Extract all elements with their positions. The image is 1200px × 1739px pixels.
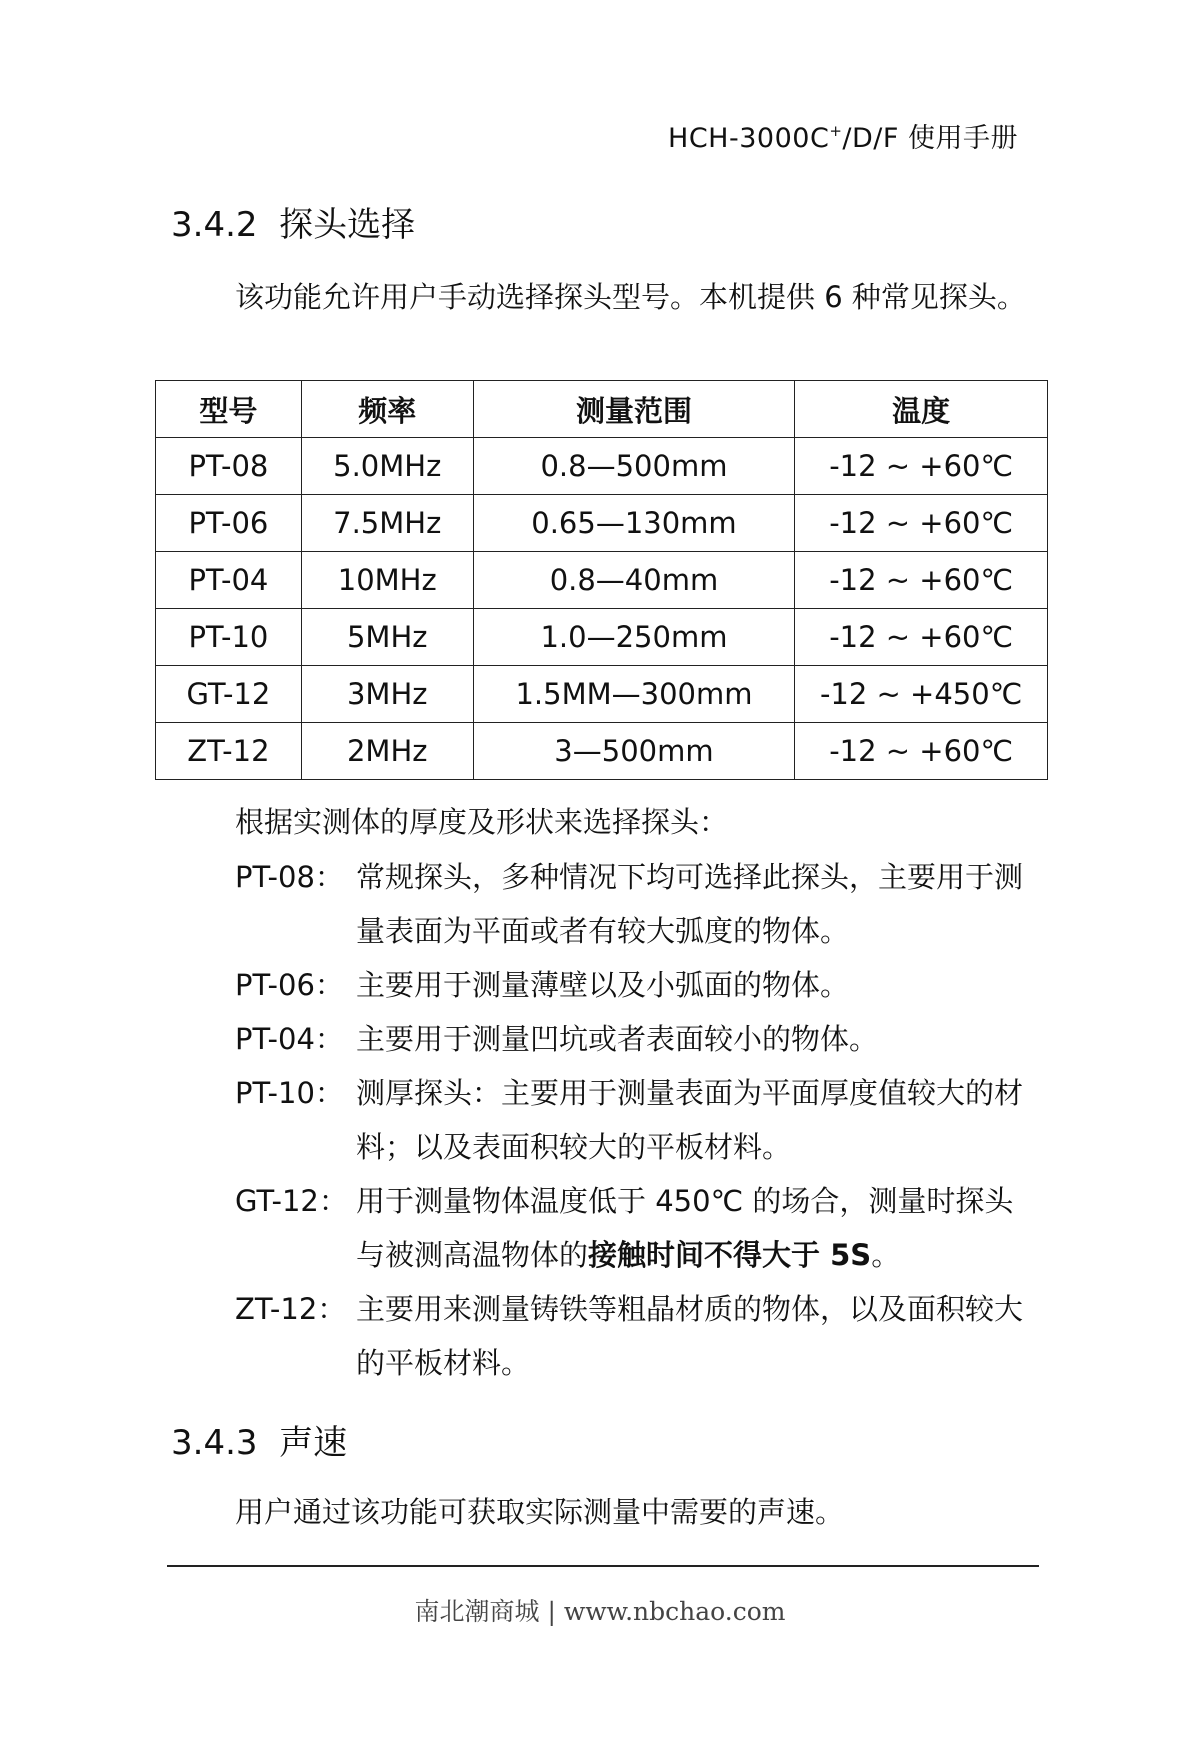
cell-temperature: -12 ~ +60℃ bbox=[795, 495, 1048, 552]
list-item bbox=[235, 850, 1035, 958]
probe-description: 测厚探头：主要用于测量表面为平面厚度值较大的材料；以及表面积较大的平板材料。 bbox=[356, 1076, 1024, 1164]
cell-frequency: 2MHz bbox=[301, 723, 473, 780]
section-number: 3.4.3 bbox=[171, 1423, 258, 1463]
section-number: 3.4.2 bbox=[171, 205, 258, 245]
header-model: 型号 bbox=[156, 381, 302, 438]
sound-speed-paragraph: 用户通过该功能可获取实际测量中需要的声速。 bbox=[235, 1495, 845, 1529]
cell-temperature: -12 ~ +60℃ bbox=[795, 723, 1048, 780]
cell-frequency: 10MHz bbox=[301, 552, 473, 609]
cell-range: 0.8—40mm bbox=[473, 552, 795, 609]
cell-range: 1.0—250mm bbox=[473, 609, 795, 666]
intro-paragraph: 该功能允许用户手动选择探头型号。本机提供 6 种常见探头。 bbox=[235, 280, 1026, 314]
table-row bbox=[156, 495, 1048, 552]
cell-range: 3—500mm bbox=[473, 723, 795, 780]
probe-description: 常规探头，多种情况下均可选择此探头，主要用于测量表面为平面或者有较大弧度的物体。 bbox=[356, 860, 1024, 948]
list-item bbox=[235, 958, 1035, 1012]
table-row bbox=[156, 552, 1048, 609]
section-title-sound-speed bbox=[171, 1415, 347, 1464]
cell-model: GT-12 bbox=[156, 666, 302, 723]
cell-frequency: 3MHz bbox=[301, 666, 473, 723]
table-row bbox=[156, 609, 1048, 666]
cell-model: PT-04 bbox=[156, 552, 302, 609]
cell-temperature: -12 ~ +60℃ bbox=[795, 552, 1048, 609]
cell-temperature: -12 ~ +450℃ bbox=[795, 666, 1048, 723]
cell-frequency: 7.5MHz bbox=[301, 495, 473, 552]
section-heading: 声速 bbox=[279, 1423, 348, 1463]
contact-time-warning: 接触时间不得大于 5S bbox=[588, 1238, 872, 1272]
list-item bbox=[235, 1282, 1035, 1390]
section-heading: 探头选择 bbox=[279, 205, 416, 245]
cell-model: ZT-12 bbox=[156, 723, 302, 780]
probe-description: 主要用于测量薄壁以及小弧面的物体。 bbox=[356, 968, 850, 1002]
footer-divider bbox=[167, 1565, 1039, 1567]
header-superscript: + bbox=[829, 122, 843, 140]
probe-description: 主要用来测量铸铁等粗晶材质的物体，以及面积较大的平板材料。 bbox=[356, 1292, 1024, 1380]
cell-model: PT-08 bbox=[156, 438, 302, 495]
table-row bbox=[156, 438, 1048, 495]
description-tail: 。 bbox=[871, 1238, 901, 1272]
cell-range: 1.5MM—300mm bbox=[473, 666, 795, 723]
header-model: HCH-3000C bbox=[668, 123, 830, 154]
list-item bbox=[235, 1174, 1035, 1282]
cell-frequency: 5MHz bbox=[301, 609, 473, 666]
probe-key: GT-12： bbox=[235, 1184, 348, 1218]
cell-temperature: -12 ~ +60℃ bbox=[795, 438, 1048, 495]
probe-key: PT-10： bbox=[235, 1076, 344, 1110]
header-frequency: 频率 bbox=[301, 381, 473, 438]
probe-description: 主要用于测量凹坑或者表面较小的物体。 bbox=[356, 1022, 879, 1056]
footer-text: 南北潮商城 | www.nbchao.com bbox=[414, 1597, 786, 1626]
header-suffix: /D/F 使用手册 bbox=[842, 123, 1018, 154]
table-header-row bbox=[156, 381, 1048, 438]
cell-frequency: 5.0MHz bbox=[301, 438, 473, 495]
probe-description-list bbox=[235, 850, 1035, 1390]
list-item bbox=[235, 1066, 1035, 1174]
probe-table bbox=[155, 380, 1048, 780]
probe-key: PT-08： bbox=[235, 860, 344, 894]
cell-model: PT-06 bbox=[156, 495, 302, 552]
cell-model: PT-10 bbox=[156, 609, 302, 666]
section-title-probe-selection bbox=[171, 197, 415, 246]
table-row bbox=[156, 723, 1048, 780]
probe-key: ZT-12： bbox=[235, 1292, 347, 1326]
table-row bbox=[156, 666, 1048, 723]
page-header bbox=[668, 116, 1018, 155]
probe-key: PT-06： bbox=[235, 968, 344, 1002]
cell-temperature: -12 ~ +60℃ bbox=[795, 609, 1048, 666]
probe-description-text: 用于测量物体温度低于 450℃ 的场合，测量时探头与被测高温物体的 bbox=[356, 1184, 1014, 1272]
header-range: 测量范围 bbox=[473, 381, 795, 438]
cell-range: 0.8—500mm bbox=[473, 438, 795, 495]
cell-range: 0.65—130mm bbox=[473, 495, 795, 552]
probe-description bbox=[356, 1174, 1035, 1282]
list-item bbox=[235, 1012, 1035, 1066]
probe-key: PT-04： bbox=[235, 1022, 344, 1056]
selection-guide-lead: 根据实测体的厚度及形状来选择探头： bbox=[235, 805, 729, 839]
header-temperature: 温度 bbox=[795, 381, 1048, 438]
